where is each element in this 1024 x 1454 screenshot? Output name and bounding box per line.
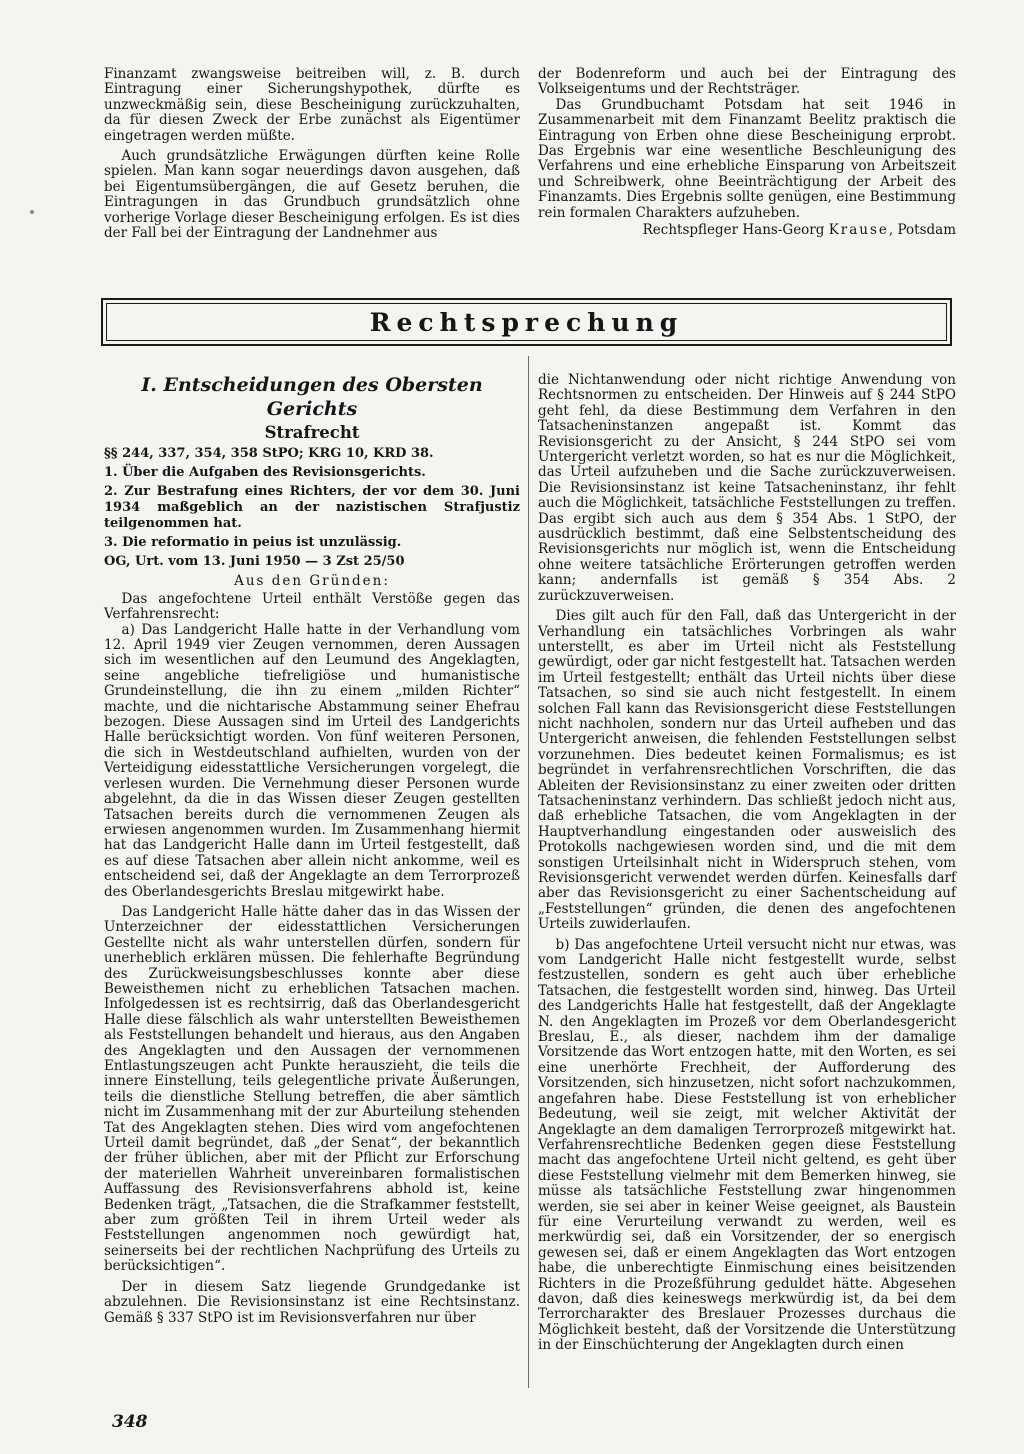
column-divider xyxy=(528,356,529,1388)
headnote-point: 2. Zur Bestrafung eines Richters, der vor dem 30. Juni 1934 maßgeblich an der nazistischen Strafjustiz teilgenommen hat. xyxy=(104,484,520,532)
left-column xyxy=(104,373,520,1326)
right-column xyxy=(538,373,956,1354)
section-banner xyxy=(101,298,952,346)
statute-reference: §§ 244, 337, 354, 358 StPO; KRG 10, KRD 38. xyxy=(104,446,434,462)
paragraph: Das Grundbuchamt Potsdam hat seit 1946 in Zusammenarbeit mit dem Finanzamt Beelitz praktisch die Eintragung von Erben ohne diese Bescheinigung erprobt. Das Ergebnis war eine wesentliche Beschleunigung des Verfahrens und eine erhebliche Einsparung von Arbeitszeit und Schreibwerk, ohne Beeinträchtigung der Arbeit des Finanzamts. Dies Ergebnis sollte genügen, eine Bestimmung rein formalen Charakters aufzuheben. xyxy=(538,96,956,221)
paragraph: a) Das Landgericht Halle hatte in der Verhandlung vom 12. April 1949 vier Zeugen vernommen, deren Aussagen sich im wesentlichen auf den Leumund des Angeklagten, seine angebliche tiefreligiöse und humanistische Grundeinstellung, die ihn zu einem „milden Richter“ machte, und die nichtarische Abstammung seiner Ehefrau bezogen. Diese Aussagen sind im Urteil des Landgerichts Halle berücksichtigt worden. Von fünf weiteren Personen, die sich in Westdeutschland aufhielten, wurden von der Verteidigung eidesstattliche Versicherungen vorgelegt, die verlesen wurden. Die Vernehmung dieser Personen wurde abgelehnt, da die in das Wissen dieser Zeugen gestellten Tatsachen bereits durch die vernommenen Zeugen als erwiesen angenommen wurden. Im Zusammenhang hiermit hat das Landgericht Halle dann im Urteil festgestellt, daß es auf diese Tatsachen aber allein nicht ankomme, weil es entscheidend sei, daß der Angeklagte an dem Terrorprozeß des Oberlandesgerichts Breslau mitgewirkt habe. xyxy=(104,621,520,900)
banner-title: Rechtsprechung xyxy=(369,307,684,337)
paragraph: Dies gilt auch für den Fall, daß das Untergericht in der Verhandlung ein tatsächliches Vorbringen als wahr unterstellt, es aber im Urteil nicht als Feststellung gewürdigt, oder gar nicht festgestellt hat. Tatsachen werden im Urteil festgestellt; enthält das Urteil nichts über diese Tatsachen, so sind sie auch nicht festgestellt. In einem solchen Fall kann das Revisionsgericht diese Feststellungen nicht nachholen, sondern nur das Urteil aufheben und das Untergericht anweisen, die fehlenden Feststellungen selbst vorzunehmen. Dies bedeutet keinen Formalismus; es ist begründet in verfahrensrechtlichen Vorschriften, die das Ableiten der Revisionsinstanz zu einer zweiten oder dritten Tatsacheninstanz verhindern. Das schließt jedoch nicht aus, daß erhebliche Tatsachen, die vom Angeklagten in der Hauptverhandlung eingestanden oder ausweislich des Protokolls nachgewiesen worden sind, und die mit dem sonstigen Urteilsinhalt nicht in Widerspruch stehen, vom Revisionsgericht verwendet werden dürfen. Keinesfalls darf aber das Revisionsgericht zu einer Sachentscheidung auf „Feststellungen“ gründen, die denen des angefochtenen Urteils zuwiderlaufen. xyxy=(538,608,956,933)
page-number: 348 xyxy=(112,1412,148,1432)
top-left-column xyxy=(104,67,520,241)
author-signature: Rechtspfleger Hans-Georg Krause, Potsdam xyxy=(642,222,956,239)
grounds-heading: Aus den Gründen: xyxy=(234,573,390,590)
paragraph: Das Landgericht Halle hätte daher das in das Wissen der Unterzeichner der eidesstattlichen Versicherungen Gestellte nicht als wahr unterstellen dürfen, sondern für unerheblich erklären müssen. Die fehlerhafte Begründung des Zurückweisungsbeschlusses konnte aber diese Beweisthemen nicht zu erheblichen Tatsachen machen. Infolgedessen ist es rechtsirrig, daß das Oberlandesgericht Halle diese fälschlich als wahr unterstellten Beweisthemen als Feststellungen behandelt und hieraus, aus den Angaben des Angeklagten und den Aussagen der vernommenen Entlastungszeugen acht Punkte herauszieht, die teils die innere Einstellung, teils gelegentliche private Äußerungen, teils die dienstliche Stellung betreffen, die aber sämtlich nicht im Zusammenhang mit der zur Aburteilung stehenden Tat des Angeklagten stehen. Dies wird vom angefochtenen Urteil damit begründet, daß „der Senat“, der bekanntlich der früher üblichen, aber mit der Pflicht zur Erforschung der materiellen Wahrheit unvereinbaren formalistischen Auffassung des Revisionsverfahrens abhold ist, keine Bedenken trägt, „Tatsachen, die die Strafkammer feststellt, aber zum größten Teil in ihrem Urteil weder als Feststellungen angenommen noch gewürdigt hat, seinerseits bei der rechtlichen Nachprüfung des Urteils zu berücksichtigen“. xyxy=(104,903,520,1275)
paragraph: Finanzamt zwangsweise beitreiben will, z. B. durch Eintragung einer Sicherungshypothek, dürfte es unzweckmäßig sein, diese Bescheinigung zurückzuhalten, da für diesen Zweck der Erbe zunächst als Eigentümer eingetragen werden müßte. xyxy=(104,66,520,144)
scan-speck xyxy=(30,210,34,214)
paragraph: Das angefochtene Urteil enthält Verstöße gegen das Verfahrensrecht: xyxy=(104,590,520,623)
paragraph: Der in diesem Satz liegende Grundgedanke ist abzulehnen. Die Revisionsinstanz ist eine Rechtsinstanz. Gemäß § 337 StPO ist im Revisionsverfahren nur über xyxy=(104,1278,520,1326)
top-right-column xyxy=(538,67,956,238)
section-subtitle: Strafrecht xyxy=(264,423,360,442)
headnote-point: 3. Die reformatio in peius ist unzulässig. xyxy=(104,535,402,551)
paragraph: b) Das angefochtene Urteil versucht nicht nur etwas, was vom Landgericht Halle nicht festgestellt wurde, selbst festzustellen, sondern es geht auch über erhebliche Tatsachen, die festgestellt worden sind, hinweg. Das Urteil des Landgerichts Halle hat festgestellt, daß der Angeklagte N. den Angeklagten im Prozeß vor dem Oberlandesgericht Breslau, E., als dieser, nachdem ihm der damalige Vorsitzende das Wort entzogen hatte, mit den Worten, es sei eine unerhörte Frechheit, der Aufforderung des Vorsitzenden, sich hinzusetzen, nicht sofort nachzukommen, angefahren habe. Diese Feststellung ist von erheblicher Bedeutung, weil sie zeigt, mit welcher Aktivität der Angeklagte an dem damaligen Terrorprozeß mitgewirkt hat. Verfahrensrechtliche Bedenken gegen diese Feststellung macht das angefochtene Urteil nicht geltend, es geht über diese Feststellung vielmehr mit dem Bemerken hinweg, sie müsse als tatsächliche Feststellung zwar hingenommen werden, sie sei aber in keiner Weise geeignet, als Baustein für eine Verurteilung verwandt zu werden, weil es merkwürdig sei, daß ein Vorsitzender, der so energisch gewesen sei, daß er einem Angeklagten das Wort entzogen habe, die unberechtigte Einmischung eines beisitzenden Richters in die Prozeßführung geduldet hätte. Abgesehen davon, daß dies keineswegs merkwürdig ist, da bei dem Terrorcharakter des Breslauer Prozesses durchaus die Möglichkeit besteht, daß der Vorsitzende die Unterstützung in der Einschüchterung der Angeklagten durch einen xyxy=(538,936,956,1354)
citation: OG, Urt. vom 13. Juni 1950 — 3 Zst 25/50 xyxy=(104,554,405,570)
headnote-point: 1. Über die Aufgaben des Revisionsgerichts. xyxy=(104,465,426,481)
author-name: Krause xyxy=(828,222,889,239)
section-title: I. Entscheidungen des Obersten Gerichts xyxy=(141,374,483,420)
paragraph: Auch grundsätzliche Erwägungen dürften keine Rolle spielen. Man kann sogar neuerdings davon ausgehen, daß bei Eigentumsübergängen, die auf Gesetz beruhen, die Eintragungen in das Grundbuch grundsätzlich ohne vorherige Vorlage dieser Bescheinigung erfolgen. Es ist dies der Fall bei der Eintragung der Landnehmer aus xyxy=(104,148,520,242)
paragraph: die Nichtanwendung oder nicht richtige Anwendung von Rechtsnormen zu entscheiden. Der Hinweis auf § 244 StPO geht fehl, da diese Bestimmung dem Verfahren in den Tatsacheninstanzen angepaßt ist. Kommt das Revisionsgericht zu der Ansicht, § 244 StPO sei vom Untergericht verletzt worden, so hat es nur die Möglichkeit, das Urteil aufzuheben und die Sache zurückzuverweisen. Die Revisionsinstanz ist keine Tatsacheninstanz, ihr fehlt auch die Möglichkeit, tatsächliche Feststellungen zu treffen. Das ergibt sich auch aus dem § 354 Abs. 1 StPO, der ausdrücklich bestimmt, daß eine Selbstentscheidung des Revisionsgerichts nur möglich ist, wenn die Entscheidung ohne weitere tatsächliche Erörterungen getroffen werden kann; andernfalls ist gemäß § 354 Abs. 2 zurückzuverweisen. xyxy=(538,372,956,604)
paragraph: der Bodenreform und auch bei der Eintragung des Volkseigentums und der Rechtsträger. xyxy=(538,66,956,98)
